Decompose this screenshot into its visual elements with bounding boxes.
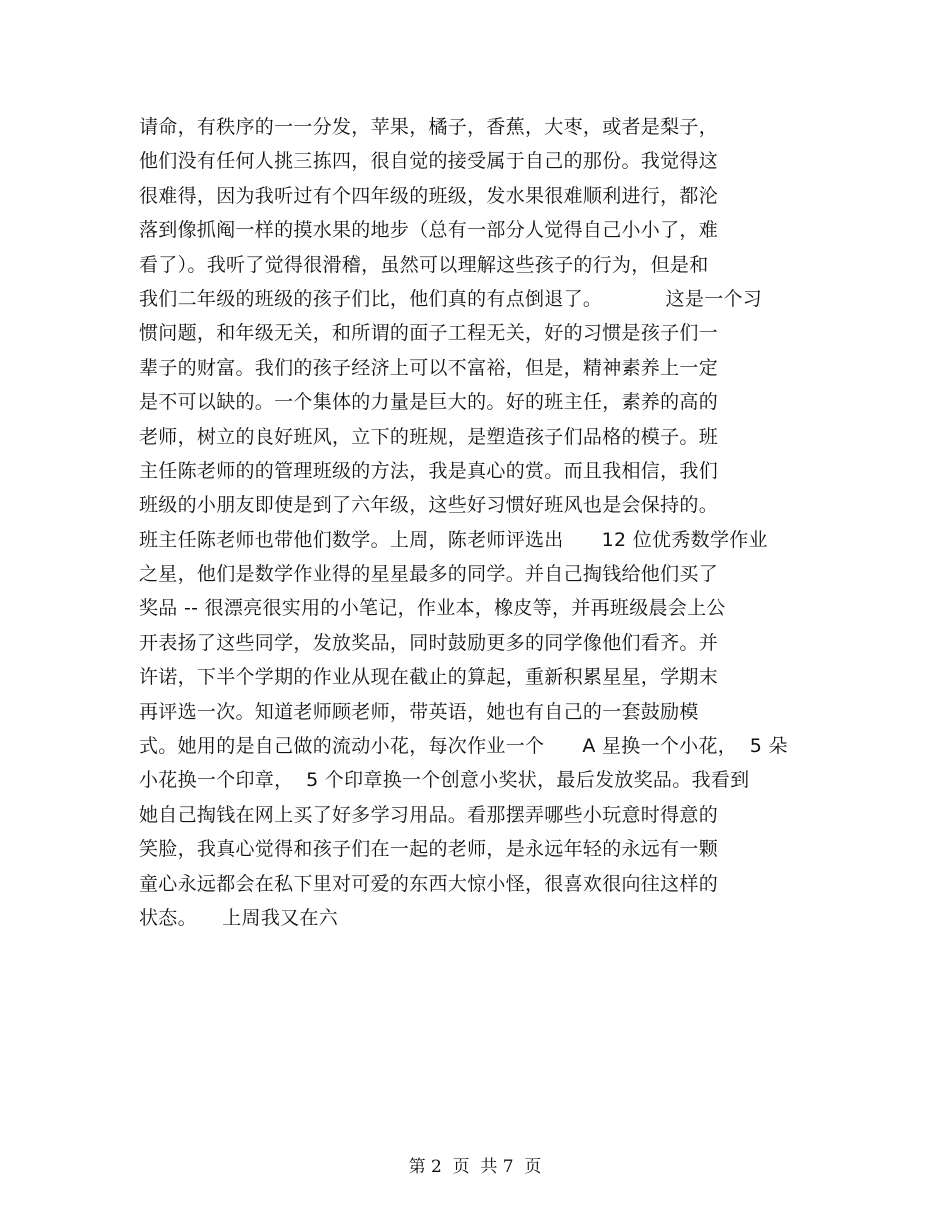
text-line: 请命，有秩序的一一分发，苹果，橘子，香蕉，大枣，或者是梨子， [139,116,719,138]
text-line: 班主任陈老师也带他们数学。上周，陈老师评选出 12 位优秀数学作业 [139,528,768,551]
text-line: 是不可以缺的。一个集体的力量是巨大的。好的班主任，素养的高的 [139,391,719,414]
text-line: 落到像抓阄一样的摸水果的地步（总有一部分人觉得自己小小了，难 [139,219,719,242]
page-number-footer: 第 2 页 共 7 页 [408,1157,542,1177]
text-line: 再评选一次。知道老师顾老师，带英语，她也有自己的一套鼓励模 [139,700,699,723]
text-line: 许诺，下半个学期的作业从现在截止的算起，重新积累星星，学期末 [139,666,719,689]
text-line: 老师，树立的良好班风，立下的班规，是塑造孩子们品格的模子。班 [139,425,719,448]
text-line: 式。她用的是自己做的流动小花，每次作业一个 A 星换一个小花， 5 朵 [139,735,788,758]
text-line: 开表扬了这些同学，发放奖品，同时鼓励更多的同学像他们看齐。并 [139,631,719,654]
text-line: 奖品 -- 很漂亮很实用的小笔记，作业本，橡皮等，并再班级晨会上公 [139,597,726,620]
text-line: 童心永远都会在私下里对可爱的东西大惊小怪，很喜欢很向往这样的 [139,872,719,895]
text-line: 看了）。我听了觉得很滑稽，虽然可以理解这些孩子的行为，但是和 [139,253,709,276]
text-line: 班级的小朋友即使是到了六年级，这些好习惯好班风也是会保持的。 [139,494,719,517]
text-line: 我们二年级的班级的孩子们比，他们真的有点倒退了。 这是一个习 [139,287,763,310]
body-text [139,110,839,935]
text-line: 辈子的财富。我们的孩子经济上可以不富裕，但是，精神素养上一定 [139,356,719,379]
text-line: 惯问题，和年级无关，和所谓的面子工程无关，好的习惯是孩子们一 [139,322,719,345]
text-line: 很难得，因为我听过有个四年级的班级，发水果很难顺利进行，都沦 [139,184,719,207]
text-line: 笑脸，我真心觉得和孩子们在一起的老师，是永远年轻的永远有一颗 [139,838,719,861]
text-line: 小花换一个印章， 5 个印章换一个创意小奖状，最后发放奖品。我看到 [139,769,750,792]
text-line: 主任陈老师的的管理班级的方法，我是真心的赏。而且我相信，我们 [139,459,719,482]
text-line: 他们没有任何人挑三拣四，很自觉的接受属于自己的那份。我觉得这 [139,150,719,173]
text-line: 之星，他们是数学作业得的星星最多的同学。并自己掏钱给他们买了 [139,563,719,586]
text-line: 她自己掏钱在网上买了好多学习用品。看那摆弄哪些小玩意时得意的 [139,803,719,826]
text-line: 状态。 上周我又在六 [139,906,339,929]
